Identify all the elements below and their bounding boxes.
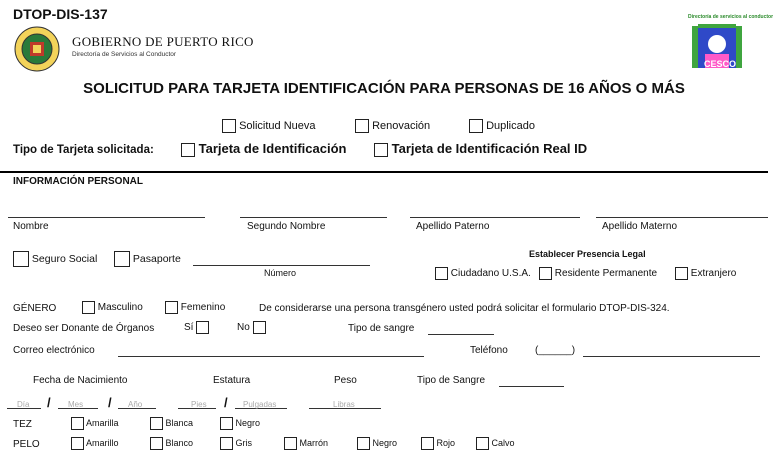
checkbox[interactable] [220,417,233,430]
name-input[interactable] [8,217,205,218]
hair-option: Gris [235,437,253,448]
id-number-input[interactable] [193,265,370,266]
section-divider [0,171,768,173]
checkbox[interactable] [220,437,233,450]
legal-presence-label: Residente Permanente [554,268,658,280]
legal-presence-label: Extranjero [690,268,737,280]
checkbox[interactable] [469,119,483,133]
request-type-renewal[interactable] [355,119,430,133]
legal-presence-title: Establecer Presencia Legal [529,249,646,259]
agency-name: GOBIERNO DE PUERTO RICO [72,34,254,49]
checkbox[interactable] [222,119,236,133]
checkbox[interactable] [355,119,369,133]
hair-white[interactable] [150,437,193,450]
name-label: Nombre [13,221,49,232]
gender-female[interactable] [165,301,225,314]
phone-area-code[interactable]: (______) [535,345,576,356]
ssn-label: Seguro Social [31,252,98,265]
hair-option: Calvo [491,437,515,448]
checkbox[interactable] [675,267,688,280]
checkbox[interactable] [253,321,266,334]
passport-label: Pasaporte [132,252,181,265]
blood-type-input[interactable] [428,334,494,335]
gender-label: GÉNERO [13,303,57,314]
checkbox[interactable] [196,321,209,334]
phone-input[interactable] [583,356,760,357]
hair-brown[interactable] [284,437,328,450]
paternal-surname-label: Apellido Paterno [416,221,490,232]
checkbox[interactable] [539,267,552,280]
request-type-new[interactable] [222,119,316,133]
weight-hint: Libras [333,400,355,409]
form-code: DTOP-DIS-137 [13,6,108,22]
hair-label: PELO [13,439,40,450]
donor-yes-label: Sí [184,322,194,334]
complexion-option: Negro [235,417,261,428]
gender-note: De considerarse una persona transgénero usted podrá solicitar el formulario DTOP-DIS-324. [259,303,670,314]
height-slash: / [224,395,228,410]
cesco-logo-arc: Directoría de servicios al conductor [688,14,773,20]
legal-presence-resident[interactable] [539,267,657,280]
hair-option: Blanco [165,437,194,448]
complexion-option: Blanca [165,417,194,428]
checkbox[interactable] [13,251,29,267]
phone-label: Teléfono [470,345,508,356]
birth-date-label: Fecha de Nacimiento [33,375,128,386]
request-type-label: Renovación [372,119,431,132]
checkbox[interactable] [71,437,84,450]
middle-name-input[interactable] [240,217,387,218]
hair-bald[interactable] [476,437,515,450]
hair-red[interactable] [421,437,455,450]
section-personal-title: INFORMACIÓN PERSONAL [13,176,143,187]
card-type-option: Tarjeta de Identificación Real ID [391,141,588,156]
legal-presence-foreign[interactable] [675,267,736,280]
form-title: SOLICITUD PARA TARJETA IDENTIFICACIÓN PARA PERSONAS DE 16 AÑOS O MÁS [83,80,685,97]
checkbox[interactable] [181,143,195,157]
email-label: Correo electrónico [13,345,95,356]
gender-option: Masculino [97,302,143,314]
complexion-yellow[interactable] [71,417,119,430]
gender-option: Femenino [180,302,226,314]
legal-presence-label: Ciudadano U.S.A. [450,268,531,280]
blood-type-label: Tipo de sangre [348,323,415,334]
paternal-surname-input[interactable] [410,217,580,218]
checkbox[interactable] [357,437,370,450]
card-type-option: Tarjeta de Identificación [198,141,347,156]
checkbox[interactable] [150,437,163,450]
request-type-label: Duplicado [486,119,535,132]
date-slash: / [47,395,51,410]
card-type-real-id[interactable] [374,141,587,157]
hair-option: Rojo [436,437,456,448]
maternal-surname-label: Apellido Materno [602,221,678,232]
complexion-white[interactable] [150,417,193,430]
hair-yellow[interactable] [71,437,119,450]
hair-option: Marrón [299,437,329,448]
checkbox[interactable] [284,437,297,450]
checkbox[interactable] [114,251,130,267]
legal-presence-citizen[interactable] [435,267,531,280]
date-slash: / [108,395,112,410]
request-type-duplicate[interactable] [469,119,535,133]
checkbox[interactable] [150,417,163,430]
puerto-rico-seal-icon [14,26,60,72]
complexion-label: TEZ [13,419,32,430]
card-type-id[interactable] [181,141,346,157]
checkbox[interactable] [165,301,178,314]
email-input[interactable] [118,356,424,357]
donor-label: Deseo ser Donante de Órganos [13,323,155,334]
complexion-option: Amarilla [86,417,119,428]
gender-male[interactable] [82,301,143,314]
checkbox[interactable] [476,437,489,450]
checkbox[interactable] [82,301,95,314]
weight-label: Peso [334,375,357,386]
checkbox[interactable] [421,437,434,450]
middle-name-label: Segundo Nombre [247,221,326,232]
hair-gray[interactable] [220,437,252,450]
birth-day-hint: Día [17,400,30,409]
cesco-logo-text: CESCO [704,59,737,69]
card-type-label: Tipo de Tarjeta solicitada: [13,144,154,156]
request-type-label: Solicitud Nueva [239,119,316,132]
passport-option[interactable] [114,251,181,267]
agency-subtitle: Directoría de Servicios al Conductor [72,51,177,58]
complexion-black[interactable] [220,417,260,430]
donor-no-label: No [237,322,250,334]
ssn-option[interactable] [13,251,97,267]
checkbox[interactable] [374,143,388,157]
birth-year-hint: Año [128,400,143,409]
checkbox[interactable] [435,267,448,280]
hair-option: Negro [372,437,398,448]
hair-option: Amarillo [86,437,119,448]
id-number-label: Número [264,268,297,278]
height-feet-hint: Pies [191,400,207,409]
donor-yes[interactable] [184,321,209,334]
height-label: Estatura [213,375,251,386]
birth-month-hint: Mes [68,400,84,409]
hair-black[interactable] [357,437,397,450]
birth-blood-input[interactable] [499,386,564,387]
height-inches-hint: Pulgadas [243,400,277,409]
maternal-surname-input[interactable] [596,217,768,218]
checkbox[interactable] [71,417,84,430]
birth-blood-label: Tipo de Sangre [417,375,486,386]
donor-no[interactable] [237,321,266,334]
